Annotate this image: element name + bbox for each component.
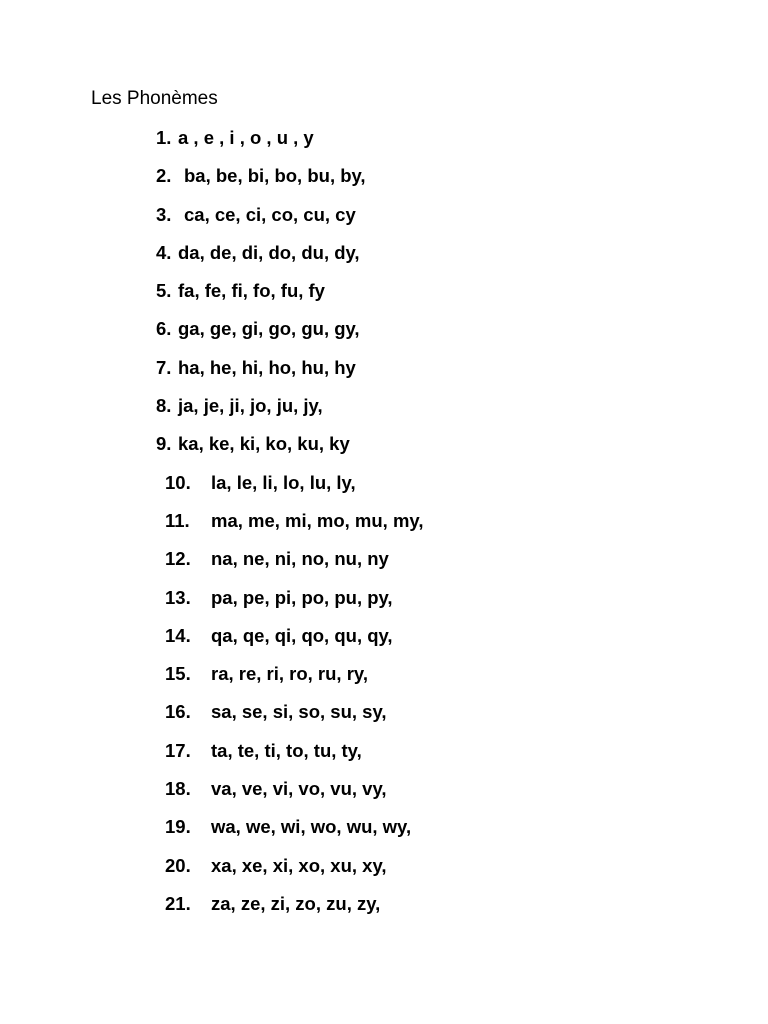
list-item-text: wa, we, wi, wo, wu, wy, bbox=[211, 816, 412, 838]
list-item-text: va, ve, vi, vo, vu, vy, bbox=[211, 778, 387, 800]
list-item-number: 2. bbox=[156, 165, 172, 187]
list-item bbox=[0, 546, 768, 584]
list-item bbox=[0, 393, 768, 431]
list-item bbox=[0, 891, 768, 929]
list-item bbox=[0, 623, 768, 661]
list-item-number: 17. bbox=[165, 739, 191, 761]
list-item-text: ha, he, hi, ho, hu, hy bbox=[178, 356, 356, 378]
list-item-text: qa, qe, qi, qo, qu, qy, bbox=[211, 624, 393, 646]
list-item-text: sa, se, si, so, su, sy, bbox=[211, 701, 387, 723]
list-item-text: ta, te, ti, to, tu, ty, bbox=[211, 739, 362, 761]
list-item-text: la, le, li, lo, lu, ly, bbox=[211, 471, 356, 493]
list-item bbox=[0, 776, 768, 814]
list-item-number: 20. bbox=[165, 854, 191, 876]
list-item bbox=[0, 853, 768, 891]
list-item bbox=[0, 125, 768, 163]
list-item-number: 4. bbox=[156, 241, 172, 263]
list-item-number: 14. bbox=[165, 624, 191, 646]
list-item-text: pa, pe, pi, po, pu, py, bbox=[211, 586, 393, 608]
list-item-number: 5. bbox=[156, 280, 172, 302]
list-item bbox=[0, 278, 768, 316]
list-item-text: za, ze, zi, zo, zu, zy, bbox=[211, 892, 381, 914]
list-item bbox=[0, 431, 768, 469]
list-item-text: fa, fe, fi, fo, fu, fy bbox=[178, 280, 325, 302]
list-item-number: 18. bbox=[165, 778, 191, 800]
list-item-text: ra, re, ri, ro, ru, ry, bbox=[211, 663, 368, 685]
list-item-text: ga, ge, gi, go, gu, gy, bbox=[178, 318, 360, 340]
list-item bbox=[0, 661, 768, 699]
list-item-number: 16. bbox=[165, 701, 191, 723]
list-item-text: ba, be, bi, bo, bu, by, bbox=[184, 165, 366, 187]
list-item-number: 1. bbox=[156, 127, 172, 148]
list-item-number: 9. bbox=[156, 433, 172, 455]
list-item-number: 7. bbox=[156, 356, 172, 378]
phoneme-list bbox=[0, 125, 768, 929]
list-item-number: 12. bbox=[165, 548, 191, 570]
list-item-text: ja, je, ji, jo, ju, jy, bbox=[178, 395, 323, 417]
list-item bbox=[0, 355, 768, 393]
list-item bbox=[0, 814, 768, 852]
list-item bbox=[0, 470, 768, 508]
list-item-text: ma, me, mi, mo, mu, my, bbox=[211, 509, 424, 531]
list-item bbox=[0, 508, 768, 546]
list-item-number: 8. bbox=[156, 395, 172, 417]
list-item bbox=[0, 202, 768, 240]
list-item-text: xa, xe, xi, xo, xu, xy, bbox=[211, 854, 387, 876]
list-item-number: 15. bbox=[165, 663, 191, 685]
page-title: Les Phonèmes bbox=[91, 88, 218, 109]
list-item-number: 3. bbox=[156, 203, 172, 225]
list-item bbox=[0, 699, 768, 737]
list-item-number: 19. bbox=[165, 816, 191, 838]
list-item-text: ka, ke, ki, ko, ku, ky bbox=[178, 433, 350, 455]
list-item-text: ca, ce, ci, co, cu, cy bbox=[184, 203, 356, 225]
list-item bbox=[0, 240, 768, 278]
list-item-text: na, ne, ni, no, nu, ny bbox=[211, 548, 389, 570]
list-item bbox=[0, 585, 768, 623]
list-item-number: 6. bbox=[156, 318, 172, 340]
list-item bbox=[0, 163, 768, 201]
list-item-number: 21. bbox=[165, 892, 191, 914]
list-item-number: 13. bbox=[165, 586, 191, 608]
list-item bbox=[0, 316, 768, 354]
list-item-number: 11. bbox=[165, 509, 190, 531]
list-item-number: 10. bbox=[165, 471, 191, 493]
list-item-text: a , e , i , o , u , y bbox=[178, 127, 314, 148]
list-item bbox=[0, 738, 768, 776]
list-item-text: da, de, di, do, du, dy, bbox=[178, 241, 360, 263]
